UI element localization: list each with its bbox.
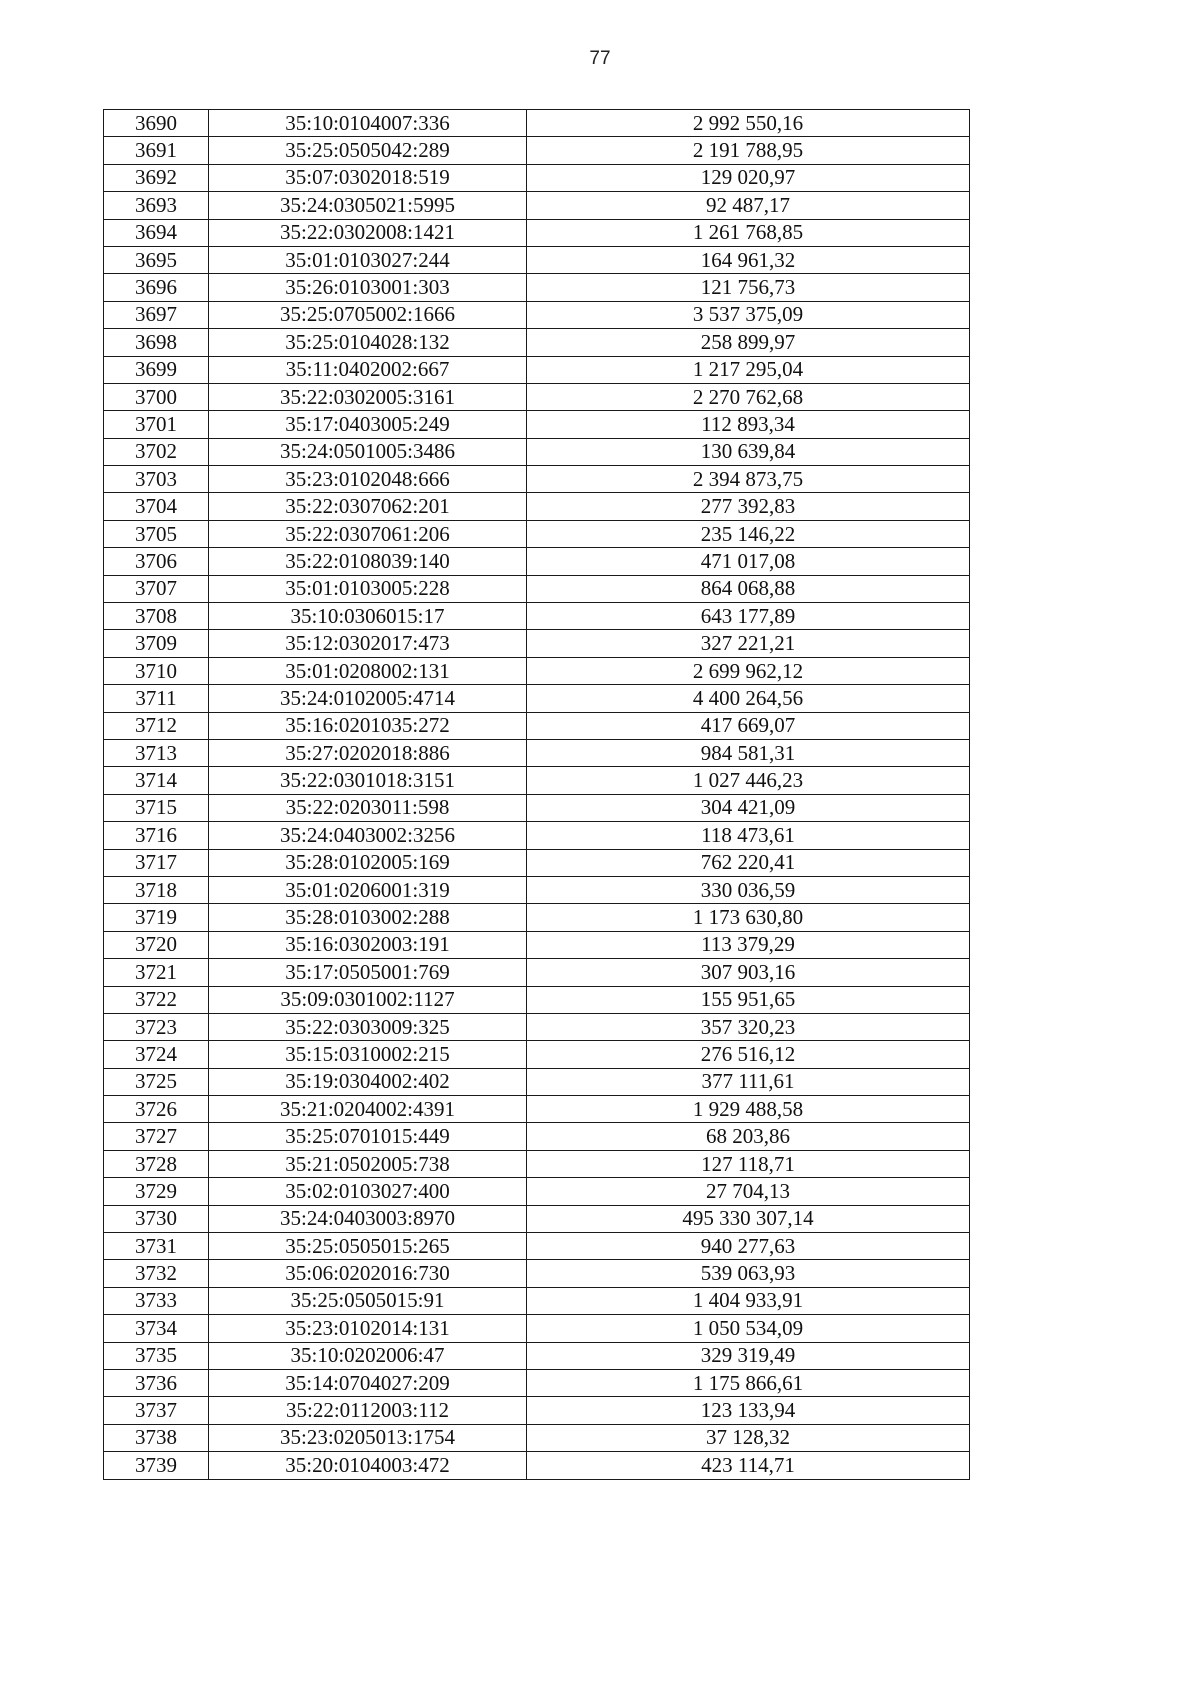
row-number-cell: 3692 [104, 164, 209, 191]
value-cell: 2 191 788,95 [527, 137, 970, 164]
value-cell: 27 704,13 [527, 1178, 970, 1205]
value-cell: 307 903,16 [527, 959, 970, 986]
cadastral-number-cell: 35:01:0103027:244 [209, 246, 527, 273]
row-number-cell: 3735 [104, 1342, 209, 1369]
row-number-cell: 3725 [104, 1068, 209, 1095]
cadastral-number-cell: 35:14:0704027:209 [209, 1369, 527, 1396]
table-row [104, 904, 970, 931]
table-row [104, 301, 970, 328]
value-cell: 2 699 962,12 [527, 657, 970, 684]
value-cell: 471 017,08 [527, 548, 970, 575]
cadastral-number-cell: 35:28:0103002:288 [209, 904, 527, 931]
value-cell: 330 036,59 [527, 876, 970, 903]
cadastral-number-cell: 35:11:0402002:667 [209, 356, 527, 383]
table-row [104, 685, 970, 712]
value-cell: 1 050 534,09 [527, 1315, 970, 1342]
cadastral-number-cell: 35:16:0302003:191 [209, 931, 527, 958]
row-number-cell: 3695 [104, 246, 209, 273]
row-number-cell: 3727 [104, 1123, 209, 1150]
row-number-cell: 3736 [104, 1369, 209, 1396]
table-row [104, 1342, 970, 1369]
row-number-cell: 3706 [104, 548, 209, 575]
table-row [104, 1397, 970, 1424]
value-cell: 155 951,65 [527, 986, 970, 1013]
row-number-cell: 3716 [104, 822, 209, 849]
row-number-cell: 3724 [104, 1041, 209, 1068]
cadastral-number-cell: 35:16:0201035:272 [209, 712, 527, 739]
cadastral-number-cell: 35:22:0112003:112 [209, 1397, 527, 1424]
value-cell: 130 639,84 [527, 438, 970, 465]
row-number-cell: 3705 [104, 520, 209, 547]
cadastral-number-cell: 35:28:0102005:169 [209, 849, 527, 876]
cadastral-number-cell: 35:25:0701015:449 [209, 1123, 527, 1150]
table-row [104, 1150, 970, 1177]
table-row [104, 1013, 970, 1040]
cadastral-number-cell: 35:25:0505042:289 [209, 137, 527, 164]
row-number-cell: 3715 [104, 794, 209, 821]
value-cell: 2 270 762,68 [527, 383, 970, 410]
value-cell: 127 118,71 [527, 1150, 970, 1177]
table-row [104, 192, 970, 219]
table-row [104, 274, 970, 301]
row-number-cell: 3704 [104, 493, 209, 520]
row-number-cell: 3732 [104, 1260, 209, 1287]
table-body [104, 110, 970, 1480]
table-row [104, 1315, 970, 1342]
row-number-cell: 3690 [104, 110, 209, 137]
cadastral-number-cell: 35:01:0208002:131 [209, 657, 527, 684]
table-row [104, 548, 970, 575]
value-cell: 940 277,63 [527, 1233, 970, 1260]
cadastral-number-cell: 35:22:0301018:3151 [209, 767, 527, 794]
table-row [104, 466, 970, 493]
row-number-cell: 3717 [104, 849, 209, 876]
table-row [104, 657, 970, 684]
value-cell: 277 392,83 [527, 493, 970, 520]
table-row [104, 493, 970, 520]
row-number-cell: 3694 [104, 219, 209, 246]
value-cell: 539 063,93 [527, 1260, 970, 1287]
cadastral-number-cell: 35:10:0104007:336 [209, 110, 527, 137]
table-row [104, 630, 970, 657]
value-cell: 4 400 264,56 [527, 685, 970, 712]
row-number-cell: 3696 [104, 274, 209, 301]
row-number-cell: 3698 [104, 329, 209, 356]
table-row [104, 520, 970, 547]
value-cell: 1 404 933,91 [527, 1287, 970, 1314]
table-row [104, 1452, 970, 1479]
row-number-cell: 3710 [104, 657, 209, 684]
table-row [104, 822, 970, 849]
cadastral-number-cell: 35:17:0505001:769 [209, 959, 527, 986]
cadastral-number-cell: 35:21:0502005:738 [209, 1150, 527, 1177]
table-row [104, 383, 970, 410]
row-number-cell: 3697 [104, 301, 209, 328]
value-cell: 258 899,97 [527, 329, 970, 356]
value-cell: 121 756,73 [527, 274, 970, 301]
value-cell: 864 068,88 [527, 575, 970, 602]
table-row [104, 1178, 970, 1205]
table-row [104, 219, 970, 246]
row-number-cell: 3700 [104, 383, 209, 410]
value-cell: 357 320,23 [527, 1013, 970, 1040]
cadastral-number-cell: 35:24:0305021:5995 [209, 192, 527, 219]
cadastral-number-cell: 35:22:0108039:140 [209, 548, 527, 575]
cadastral-number-cell: 35:22:0302008:1421 [209, 219, 527, 246]
value-cell: 1 929 488,58 [527, 1096, 970, 1123]
row-number-cell: 3723 [104, 1013, 209, 1040]
table-row [104, 1260, 970, 1287]
cadastral-number-cell: 35:23:0102014:131 [209, 1315, 527, 1342]
cadastral-number-cell: 35:10:0306015:17 [209, 603, 527, 630]
value-cell: 1 217 295,04 [527, 356, 970, 383]
table-row [104, 411, 970, 438]
cadastral-number-cell: 35:25:0505015:265 [209, 1233, 527, 1260]
row-number-cell: 3726 [104, 1096, 209, 1123]
cadastral-number-cell: 35:01:0206001:319 [209, 876, 527, 903]
cadastral-number-cell: 35:15:0310002:215 [209, 1041, 527, 1068]
value-cell: 984 581,31 [527, 739, 970, 766]
value-cell: 129 020,97 [527, 164, 970, 191]
row-number-cell: 3699 [104, 356, 209, 383]
value-cell: 118 473,61 [527, 822, 970, 849]
row-number-cell: 3702 [104, 438, 209, 465]
table-row [104, 986, 970, 1013]
table-row [104, 1068, 970, 1095]
cadastral-number-cell: 35:09:0301002:1127 [209, 986, 527, 1013]
table-row [104, 329, 970, 356]
cadastral-number-cell: 35:22:0203011:598 [209, 794, 527, 821]
cadastral-number-cell: 35:20:0104003:472 [209, 1452, 527, 1479]
table-row [104, 603, 970, 630]
value-cell: 417 669,07 [527, 712, 970, 739]
value-cell: 377 111,61 [527, 1068, 970, 1095]
table-row [104, 959, 970, 986]
value-cell: 423 114,71 [527, 1452, 970, 1479]
cadastral-number-cell: 35:27:0202018:886 [209, 739, 527, 766]
row-number-cell: 3718 [104, 876, 209, 903]
row-number-cell: 3738 [104, 1424, 209, 1451]
cadastral-number-cell: 35:24:0501005:3486 [209, 438, 527, 465]
row-number-cell: 3720 [104, 931, 209, 958]
row-number-cell: 3722 [104, 986, 209, 1013]
value-cell: 68 203,86 [527, 1123, 970, 1150]
value-cell: 276 516,12 [527, 1041, 970, 1068]
value-cell: 643 177,89 [527, 603, 970, 630]
cadastral-number-cell: 35:24:0403003:8970 [209, 1205, 527, 1232]
value-cell: 37 128,32 [527, 1424, 970, 1451]
table-row [104, 849, 970, 876]
cadastral-number-cell: 35:25:0505015:91 [209, 1287, 527, 1314]
table-row [104, 1123, 970, 1150]
row-number-cell: 3721 [104, 959, 209, 986]
table-row [104, 739, 970, 766]
value-cell: 327 221,21 [527, 630, 970, 657]
table-row [104, 712, 970, 739]
value-cell: 92 487,17 [527, 192, 970, 219]
row-number-cell: 3737 [104, 1397, 209, 1424]
cadastral-number-cell: 35:26:0103001:303 [209, 274, 527, 301]
cadastral-number-cell: 35:25:0104028:132 [209, 329, 527, 356]
cadastral-number-cell: 35:23:0205013:1754 [209, 1424, 527, 1451]
cadastral-number-cell: 35:07:0302018:519 [209, 164, 527, 191]
value-cell: 304 421,09 [527, 794, 970, 821]
page-number: 77 [589, 48, 611, 69]
row-number-cell: 3729 [104, 1178, 209, 1205]
table-row [104, 110, 970, 137]
value-cell: 2 992 550,16 [527, 110, 970, 137]
cadastral-number-cell: 35:22:0303009:325 [209, 1013, 527, 1040]
value-cell: 3 537 375,09 [527, 301, 970, 328]
row-number-cell: 3708 [104, 603, 209, 630]
cadastral-number-cell: 35:22:0307062:201 [209, 493, 527, 520]
cadastral-number-cell: 35:02:0103027:400 [209, 1178, 527, 1205]
row-number-cell: 3707 [104, 575, 209, 602]
table-row [104, 1041, 970, 1068]
table-row [104, 438, 970, 465]
row-number-cell: 3731 [104, 1233, 209, 1260]
row-number-cell: 3712 [104, 712, 209, 739]
table-row [104, 931, 970, 958]
value-cell: 1 027 446,23 [527, 767, 970, 794]
row-number-cell: 3719 [104, 904, 209, 931]
cadastral-number-cell: 35:17:0403005:249 [209, 411, 527, 438]
table-row [104, 1096, 970, 1123]
value-cell: 235 146,22 [527, 520, 970, 547]
cadastral-number-cell: 35:24:0403002:3256 [209, 822, 527, 849]
value-cell: 113 379,29 [527, 931, 970, 958]
cadastral-number-cell: 35:23:0102048:666 [209, 466, 527, 493]
cadastral-value-table [103, 109, 970, 1480]
row-number-cell: 3713 [104, 739, 209, 766]
table-row [104, 1205, 970, 1232]
cadastral-number-cell: 35:10:0202006:47 [209, 1342, 527, 1369]
row-number-cell: 3733 [104, 1287, 209, 1314]
row-number-cell: 3734 [104, 1315, 209, 1342]
value-cell: 112 893,34 [527, 411, 970, 438]
table-row [104, 164, 970, 191]
table-row [104, 1369, 970, 1396]
cadastral-number-cell: 35:06:0202016:730 [209, 1260, 527, 1287]
table-row [104, 767, 970, 794]
table-row [104, 1233, 970, 1260]
cadastral-number-cell: 35:22:0302005:3161 [209, 383, 527, 410]
table-row [104, 356, 970, 383]
cadastral-number-cell: 35:21:0204002:4391 [209, 1096, 527, 1123]
table-row [104, 1287, 970, 1314]
value-cell: 495 330 307,14 [527, 1205, 970, 1232]
table-row [104, 137, 970, 164]
value-cell: 123 133,94 [527, 1397, 970, 1424]
value-cell: 1 261 768,85 [527, 219, 970, 246]
cadastral-number-cell: 35:19:0304002:402 [209, 1068, 527, 1095]
row-number-cell: 3691 [104, 137, 209, 164]
row-number-cell: 3714 [104, 767, 209, 794]
table-row [104, 794, 970, 821]
value-cell: 1 175 866,61 [527, 1369, 970, 1396]
table-row [104, 246, 970, 273]
row-number-cell: 3693 [104, 192, 209, 219]
row-number-cell: 3709 [104, 630, 209, 657]
value-cell: 2 394 873,75 [527, 466, 970, 493]
value-cell: 164 961,32 [527, 246, 970, 273]
row-number-cell: 3701 [104, 411, 209, 438]
cadastral-number-cell: 35:24:0102005:4714 [209, 685, 527, 712]
cadastral-number-cell: 35:25:0705002:1666 [209, 301, 527, 328]
value-cell: 329 319,49 [527, 1342, 970, 1369]
table-row [104, 1424, 970, 1451]
table-row [104, 876, 970, 903]
row-number-cell: 3728 [104, 1150, 209, 1177]
row-number-cell: 3711 [104, 685, 209, 712]
cadastral-number-cell: 35:01:0103005:228 [209, 575, 527, 602]
row-number-cell: 3730 [104, 1205, 209, 1232]
cadastral-number-cell: 35:12:0302017:473 [209, 630, 527, 657]
value-cell: 762 220,41 [527, 849, 970, 876]
table-row [104, 575, 970, 602]
cadastral-number-cell: 35:22:0307061:206 [209, 520, 527, 547]
row-number-cell: 3739 [104, 1452, 209, 1479]
value-cell: 1 173 630,80 [527, 904, 970, 931]
row-number-cell: 3703 [104, 466, 209, 493]
